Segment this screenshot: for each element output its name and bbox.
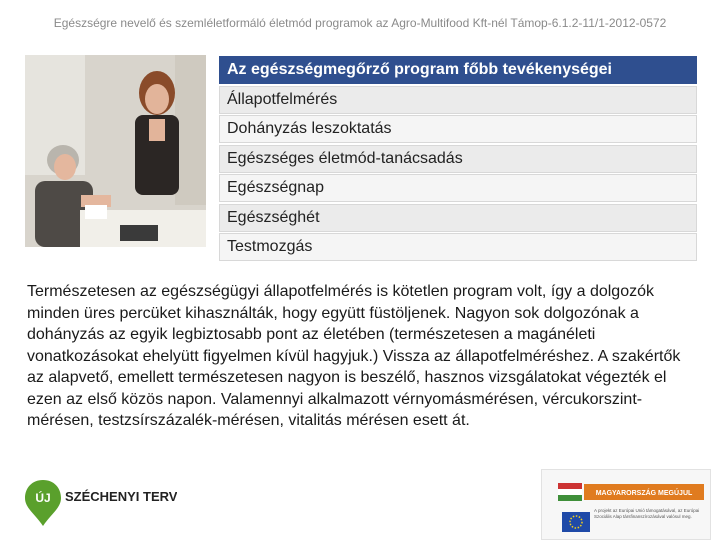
body-paragraph: Természetesen az egészségügyi állapotfelmérés is kötetlen program volt, így a dolgozók minden üres percüket kihasználták, hogy együtt füstöljenek. Nagyon sok dolgozónak a dohányzás az egyik legbiztosabb pont az életében (természetesen a magánéleti vonatkozásokat ehelyütt figyelmen kívül hagyjuk.) Vissza az állapotfelméréshez. A szakértők az alapvető, emellett természetesen nagyon is beszélő, hasznos vizsgálatokat végezték el ezen az első közös napon. Valamennyi alkalmazott vérnyomásmérésen, vércukorszint-mérésen, testzsírszázalék-mérésen, vitalitás mérésen esett át.: [27, 283, 681, 429]
activity-item: Állapotfelmérés: [219, 86, 697, 114]
szechenyi-mark-text: ÚJ: [35, 491, 51, 505]
szechenyi-logo-mark: [25, 478, 177, 528]
activity-item: Egészségnap: [219, 174, 697, 202]
page-title: Egészségre nevelő és szemléletformáló életmód programok az Agro-Multifood Kft-nél Támop-6.1.2-11/1-2012-0572: [53, 16, 667, 30]
eu-small-text: A projekt az Európai Unió támogatásával, az Európai Szociális Alap társfinanszírozásával valósul meg.: [594, 508, 700, 519]
eu-logo-panel: [541, 469, 711, 540]
activity-item: Egészséghét: [219, 204, 697, 232]
eu-banner-text: MAGYARORSZÁG MEGÚJUL: [595, 490, 693, 497]
photo-illustration: [25, 55, 206, 247]
activities-table: [219, 56, 697, 263]
activity-item: Dohányzás leszoktatás: [219, 115, 697, 143]
activity-item: Egészséges életmód-tanácsadás: [219, 145, 697, 173]
activities-heading: Az egészségmegőrző program főbb tevékenységei: [219, 56, 697, 84]
szechenyi-logo-text: SZÉCHENYI TERV: [65, 489, 177, 504]
activity-item: Testmozgás: [219, 233, 697, 261]
photo-image: [25, 55, 206, 247]
eu-logo-graphic: [542, 470, 712, 541]
szechenyi-logo: [25, 478, 177, 528]
